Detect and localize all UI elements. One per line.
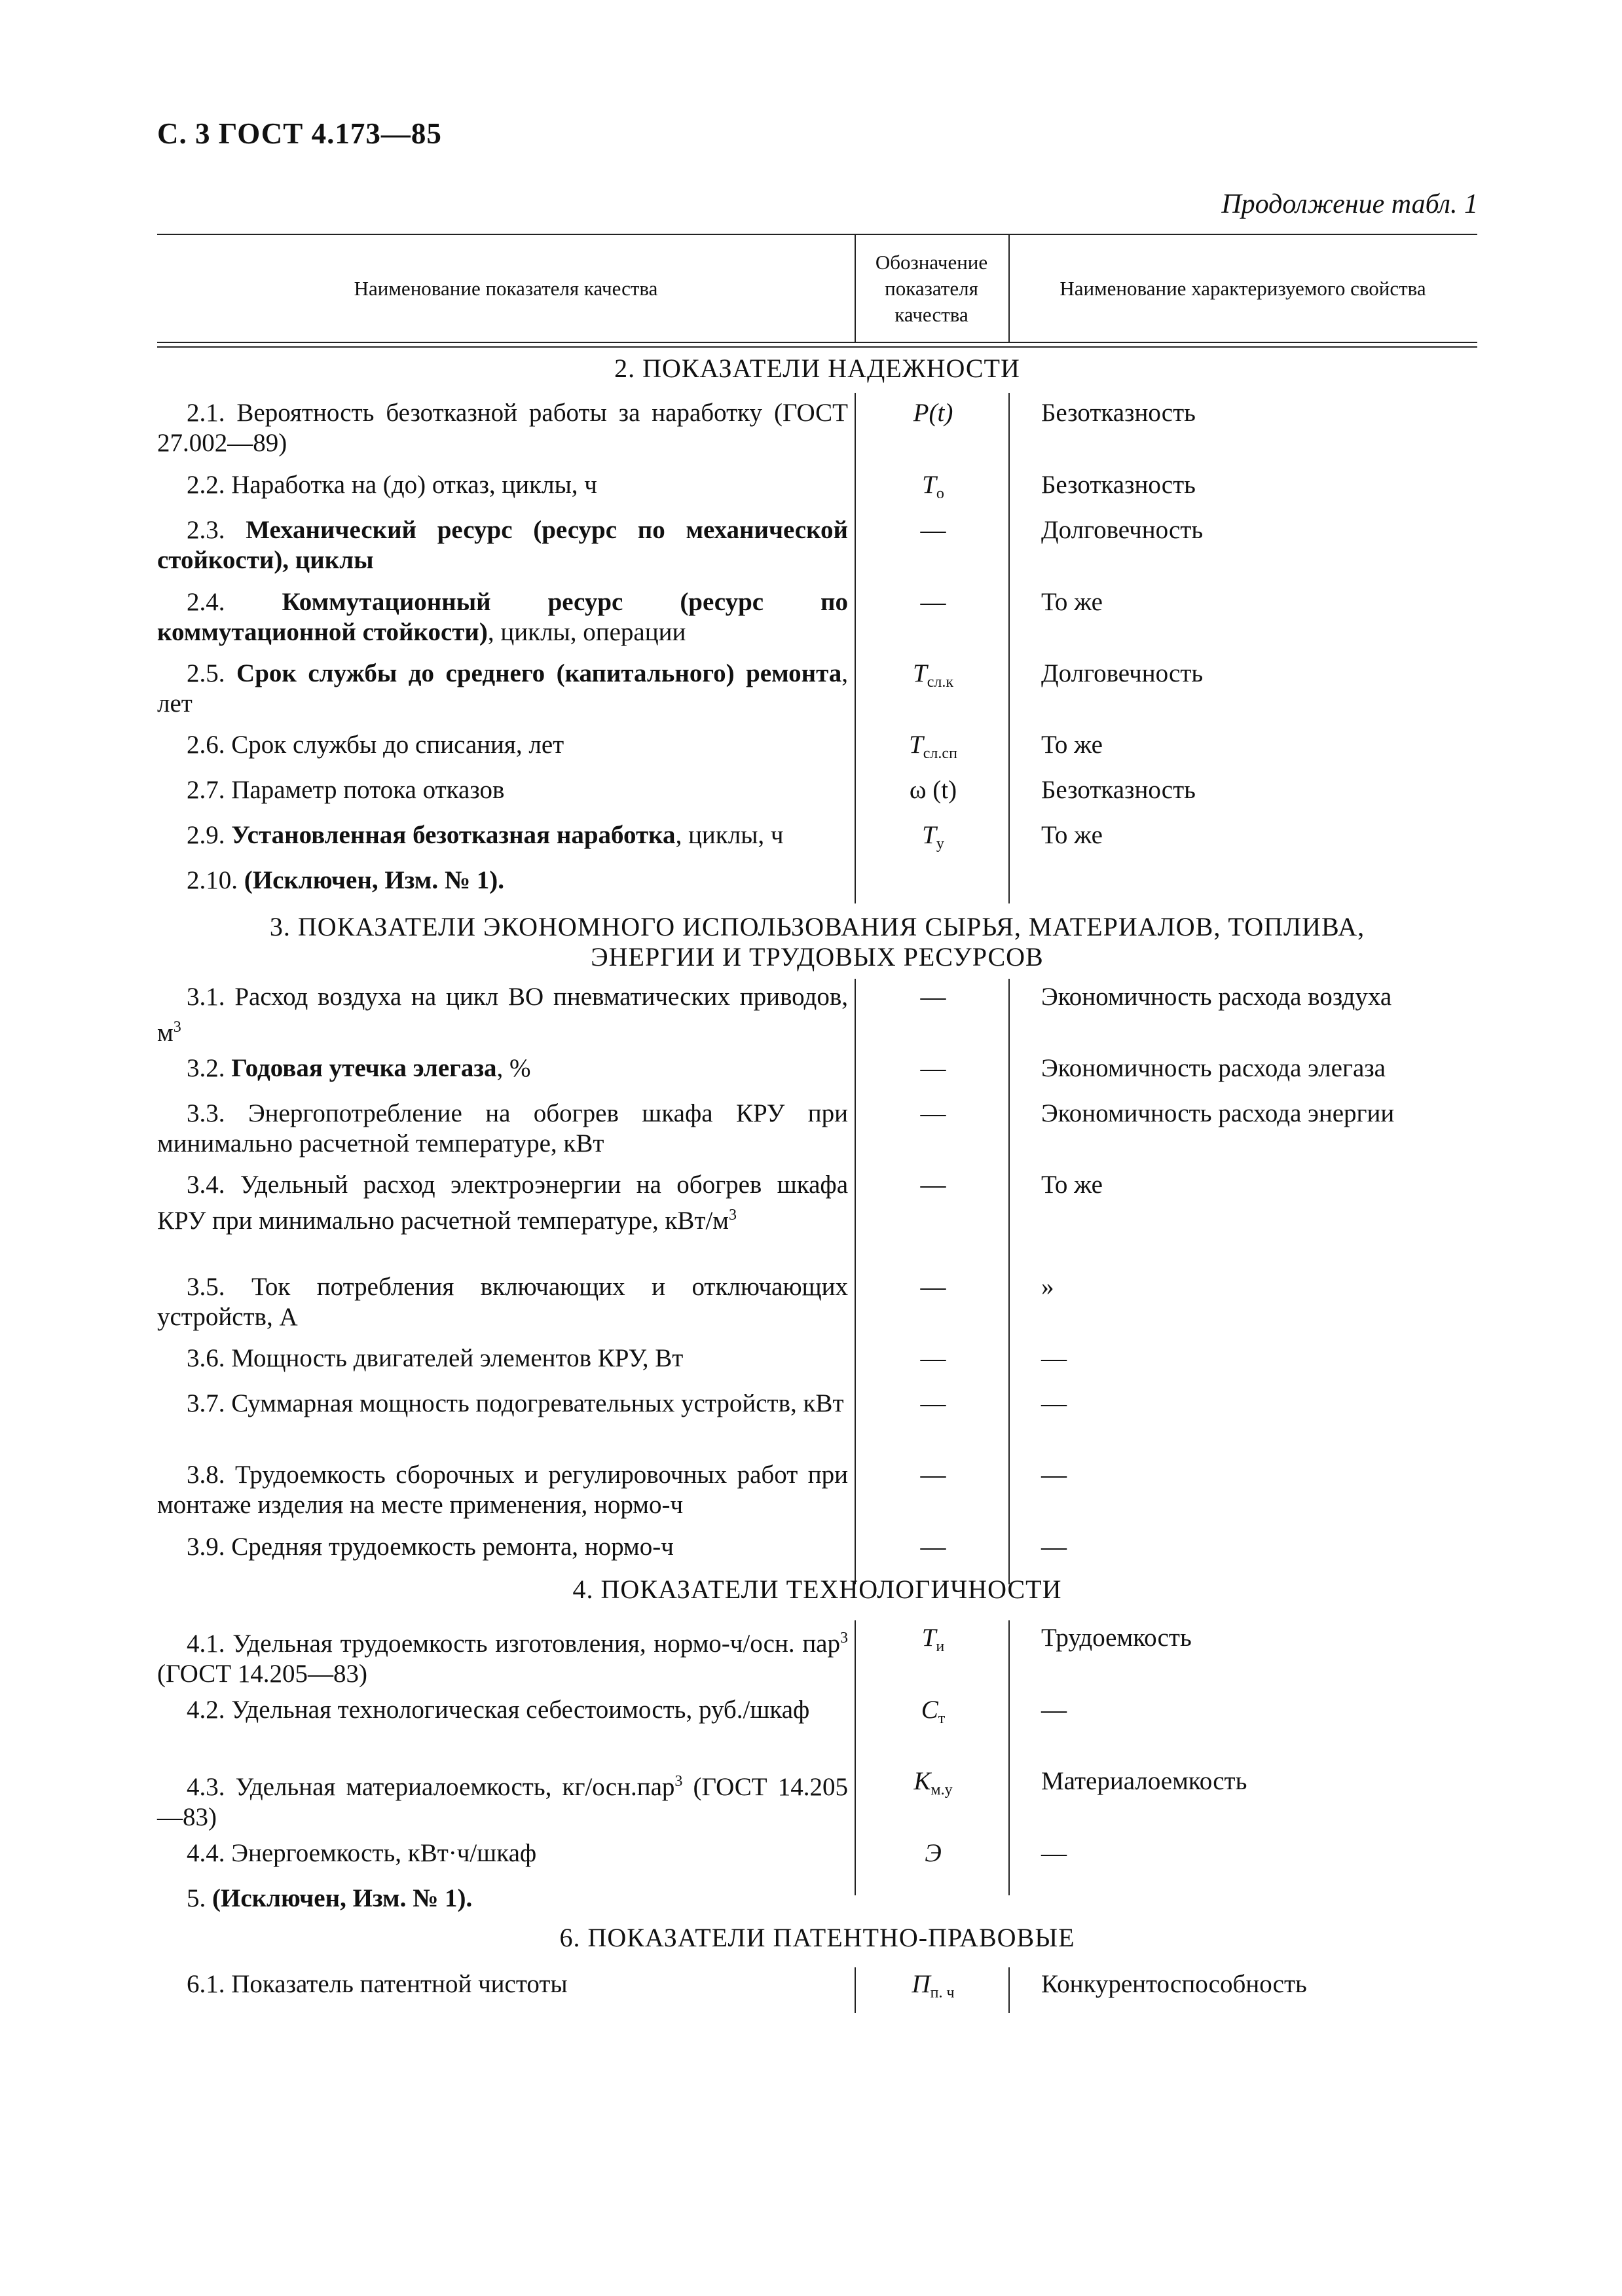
header-bottom-rule xyxy=(157,342,1477,348)
column-header-code: Обозначение показателя качества xyxy=(875,251,988,326)
column-header-property: Наименование характеризуемого свойства xyxy=(1060,277,1426,300)
table-top-rule xyxy=(157,234,1477,235)
table-caption: Продолжение табл. 1 xyxy=(1221,189,1478,219)
page-header: С. 3 ГОСТ 4.173—85 xyxy=(157,117,442,150)
section-title-3: 3. ПОКАЗАТЕЛИ ЭКОНОМНОГО ИСПОЛЬЗОВАНИЯ СЫРЬЯ, МАТЕРИАЛОВ, ТОПЛИВА, ЭНЕРГИИ И ТРУДОВЫХ РЕСУРСОВ xyxy=(269,912,1365,972)
section-title-6: 6. ПОКАЗАТЕЛИ ПАТЕНТНО-ПРАВОВЫЕ xyxy=(559,1923,1075,1952)
section-title-4: 4. ПОКАЗАТЕЛИ ТЕХНОЛОГИЧНОСТИ xyxy=(572,1575,1062,1604)
column-header-name: Наименование показателя качества xyxy=(354,277,658,300)
section-title-2: 2. ПОКАЗАТЕЛИ НАДЕЖНОСТИ xyxy=(614,354,1020,383)
